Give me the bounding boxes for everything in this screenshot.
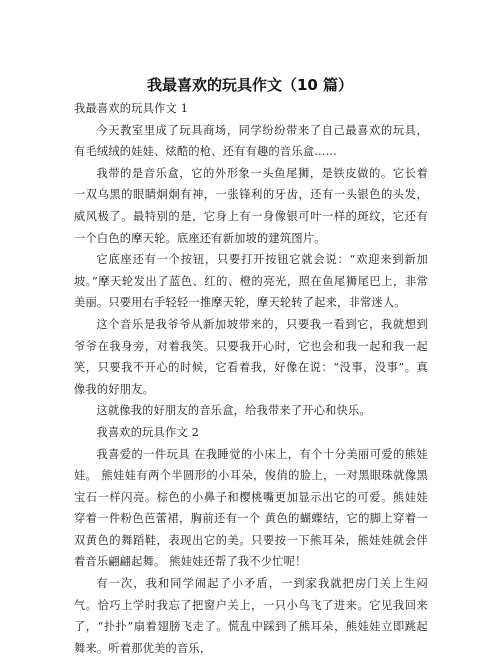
- paragraph: 这个音乐是我爷爷从新加坡带来的，只要我一看到它，我就想到爷爷在我身旁，对着我笑。只要我开心时，它也会和我一起和我一起笑，只要我不开心的时候，它看着我，好像在说：“没事，没事”。真像我的好朋友。: [74, 317, 428, 396]
- paragraph: 我带的是音乐盒，它的外形象一头鱼尾狮，是铁皮做的。它长着一双乌黑的眼睛炯炯有神，一张锋利的牙齿，还有一头银色的头发，威风极了。最特别的是，它身上有一身像银可叶一样的斑纹，它还有一个白色的摩天轮。底座还有新加坡的建筑图片。: [74, 166, 428, 245]
- paragraph: 它底座还有一个按钮，只要打开按钮它就会说：“欢迎来到新加坡。”摩天轮发出了蓝色、红的、橙的亮光，照在鱼尾狮尾巴上，非常美丽。只要用右手轻轻一推摩天轮，摩天轮转了起来，非常迷人。: [74, 253, 428, 310]
- paragraph: 这就像我的好朋友的音乐盒，给我带来了开心和快乐。: [96, 404, 371, 418]
- section-heading: 我最喜欢的玩具作文 1: [74, 102, 189, 115]
- document-title: 我最喜欢的玩具作文（10 篇）: [146, 76, 354, 94]
- document-body: [74, 98, 428, 659]
- section-heading: 我喜欢的玩具作文 2: [96, 425, 200, 439]
- paragraph: 今天教室里成了玩具商场，同学纷纷带来了自己最喜欢的玩具，有毛绒绒的娃娃、炫酷的枪、还有有趣的音乐盒……: [74, 123, 428, 159]
- paragraph: 我喜爱的一件玩具 在我睡觉的小床上，有个十分美丽可爱的熊娃娃。 熊娃娃有两个半圆形的小耳朵，俊俏的脸上，一对黑眼珠就像黑宝石一样闪亮。棕色的小鼻子和樱桃嘴更加显示出它的可爱。熊娃娃穿着一件粉色芭蕾裙，胸前还有一个 黄色的蝴蝶结，它的脚上穿着一双黄色的舞蹈鞋，表现出它的美。只要按一下熊耳朵，熊娃娃就会伴着音乐翩翩起舞。 熊娃娃还帮了我不少忙呢！: [74, 447, 428, 569]
- paragraph: 有一次，我和同学闹起了小矛盾，一到家我就把房门关上生闷气。恰巧上学时我忘了把窗户关上，一只小鸟飞了进来。它见我回来了，“扑扑”扇着翅膀飞走了。慌乱中踩到了熊耳朵，熊娃娃立即跳起舞来。听着那优美的音乐，: [74, 577, 428, 655]
